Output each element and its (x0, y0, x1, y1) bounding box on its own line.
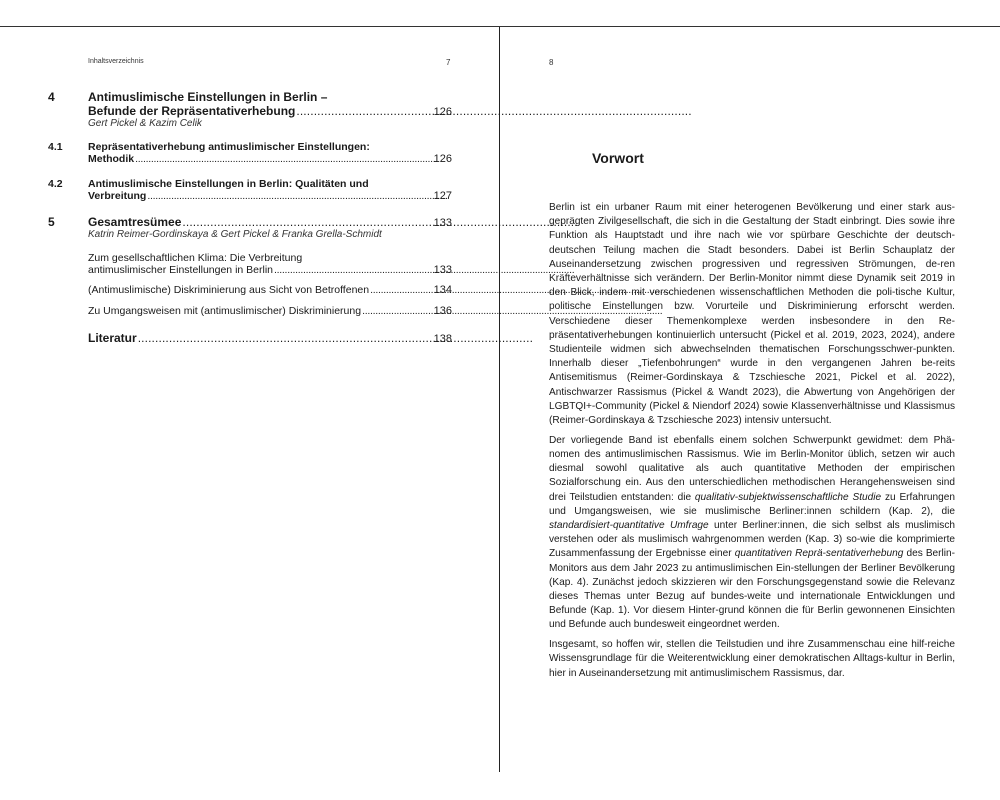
toc-authors: Gert Pickel & Kazim Celik (88, 118, 202, 129)
dot-leader (370, 284, 433, 296)
toc-entry-umgangsweisen[interactable] (48, 305, 452, 331)
toc-page: 136 (433, 305, 452, 317)
toc-title-line2: Methodik (88, 153, 135, 165)
dot-leader (182, 215, 432, 229)
table-of-contents (48, 90, 452, 351)
toc-page: 126 (433, 153, 452, 165)
dot-leader (362, 305, 433, 317)
page-number-left: 7 (446, 58, 451, 67)
paragraph: Der vorliegende Band ist ebenfalls einem solchen Schwerpunkt gewidmet: dem Phä-nomen des antimuslimischen Rassismus. Wie im Berlin-Monitor üblich, setzen wir auch diesmal sowohl qualitative als auch quantitative Methoden der empirischen Sozialforschung ein. Aus den unterschiedlichen methodischen Herangehensweisen sind drei Teilstudien entstanden: die qualitativ-subjektwissenschaftliche Studie zu Erfahrungen und Umgangsweisen, wie sie muslimische Berliner:innen schildern (Kap. 2), die standardisiert-quantitative Umfrage unter Berliner:innen, die sich selbst als muslimisch verstehen oder als muslimisch wahrgenommen werden (Kap. 3) so-wie die komprimierte Zusammenfassung der Ergebnisse einer quantitativen Reprä-sentativerhebung des Berlin-Monitors aus dem Jahr 2023 zu antimuslimischen Ein-stellungen der Berliner Bevölkerung (Kap. 4). Zunächst jedoch skizzieren wir den Forschungsgegenstand sowie die Relevanz dieses Themas unter Bezug auf bundes-weite und internationale Entwicklungen und Befunde (Kap. 1). Vor diesem Hinter-grund können die für Berlin gewonnenen Einsichten und Befunde auch bundesweit eingeordnet werden. (549, 434, 956, 631)
toc-title-line2: Verbreitung (88, 190, 147, 202)
paragraph: Berlin ist ein urbaner Raum mit einer heterogenen Bevölkerung und einer stark aus-geprägten Zivilgesellschaft, die sich in die Gestaltung der Stadt einbringt. Dies sowie ihre Funktion als Hauptstadt und ihre nach wie vor spürbare Geschichte der deutsch-deutschen Teilung machen die Stadt besonders. Dabei ist Berlin Schauplatz der Auseinandersetzung zwischen progressiven und regressiven Strömungen, de-ren Kräfteverhältnisse sich verändern. Der Berlin-Monitor nimmt diese Dynamik seit 2019 in den Blick, indem mit verschiedenen wissenschaftlichen Methoden die poli-tische Kultur, politische Einstellungen bzw. Vorurteile und Diskriminierung erforscht werden. Verschiedene dieser Themenkomplexe werden insbesondere in den Re-präsentativerhebungen kontinuierlich untersucht (Pickel et al. 2019, 2023, 2024), andere Studienteile widmen sich abwechselnden thematischen Forschungsschwer-punkten. Innerhalb dieser „Tiefenbohrungen“ wurde in den vergangenen Jahren be-reits Antisemitismus (Reimer-Gordinskaya & Tzschiesche 2021, Pickel et al. 2022), Antischwarzer Rassismus (Pickel & Wandt 2023), die Abwertung von Angehörigen der LGBTQI+-Community (Pickel & Niendorf 2024) sowie Klassenverhältnisse und Klassismus (Reimer-Gordinskaya & Tzschiesche 2023) intensiv untersucht. (549, 202, 955, 427)
toc-page: 127 (433, 190, 452, 202)
toc-number: 4.2 (48, 178, 63, 190)
toc-title: Zu Umgangsweisen mit (antimuslimischer) Diskriminierung (88, 305, 362, 317)
dot-leader (135, 153, 433, 165)
paragraph: Insgesamt, so hoffen wir, stellen die Teilstudien und ihre Zusammenschau eine hilf-reiche Wissensgrundlage für die Weiterentwicklung einer demokratischen Alltags-kultur in Berlin, hier in Auseinandersetzung mit antimuslimischem Rassismus, dar. (549, 639, 955, 679)
toc-entry-4[interactable] (48, 90, 452, 136)
running-head: Inhaltsverzeichnis (88, 58, 144, 65)
dot-leader (274, 264, 433, 276)
toc-title-line2: Befunde der Repräsentativerhebung (88, 104, 296, 118)
book-spine-divider (499, 27, 500, 772)
toc-number: 5 (48, 215, 55, 229)
toc-title-line1: Antimuslimische Einstellungen in Berlin: Qualitäten und (88, 178, 369, 190)
toc-entry-4-2[interactable] (48, 178, 452, 215)
toc-page: 138 (433, 333, 452, 345)
toc-title: Gesamtresümee (88, 215, 182, 229)
dot-leader (296, 104, 432, 118)
page-number-right: 8 (549, 58, 554, 67)
top-rule (0, 26, 1000, 27)
toc-entry-diskriminierung-sicht[interactable] (48, 284, 452, 305)
toc-entry-4-1[interactable] (48, 141, 452, 178)
foreword-body (549, 201, 955, 686)
toc-title-line2: antimuslimischer Einstellungen in Berlin (88, 264, 274, 276)
toc-authors: Katrin Reimer-Gordinskaya & Gert Pickel & Franka Grella-Schmidt (88, 229, 382, 240)
dot-leader (147, 190, 432, 202)
toc-title-line1: Repräsentativerhebung antimuslimischer Einstellungen: (88, 141, 370, 153)
toc-title-line1: Antimuslimische Einstellungen in Berlin – (88, 90, 328, 104)
toc-title: (Antimuslimische) Diskriminierung aus Sicht von Betroffenen (88, 284, 370, 296)
toc-entry-5[interactable] (48, 215, 452, 249)
toc-title: Literatur (88, 331, 137, 345)
toc-page: 134 (433, 284, 452, 296)
toc-page: 133 (433, 217, 452, 229)
toc-entry-literatur[interactable] (48, 331, 452, 351)
dot-leader (138, 331, 433, 345)
toc-page: 133 (433, 264, 452, 276)
page-heading: Vorwort (592, 150, 644, 166)
toc-number: 4 (48, 90, 55, 104)
toc-entry-gesellschaftliches-klima[interactable] (48, 252, 452, 284)
toc-title-line1: Zum gesellschaftlichen Klima: Die Verbreitung (88, 252, 303, 264)
toc-page: 126 (433, 106, 452, 118)
toc-number: 4.1 (48, 141, 63, 153)
